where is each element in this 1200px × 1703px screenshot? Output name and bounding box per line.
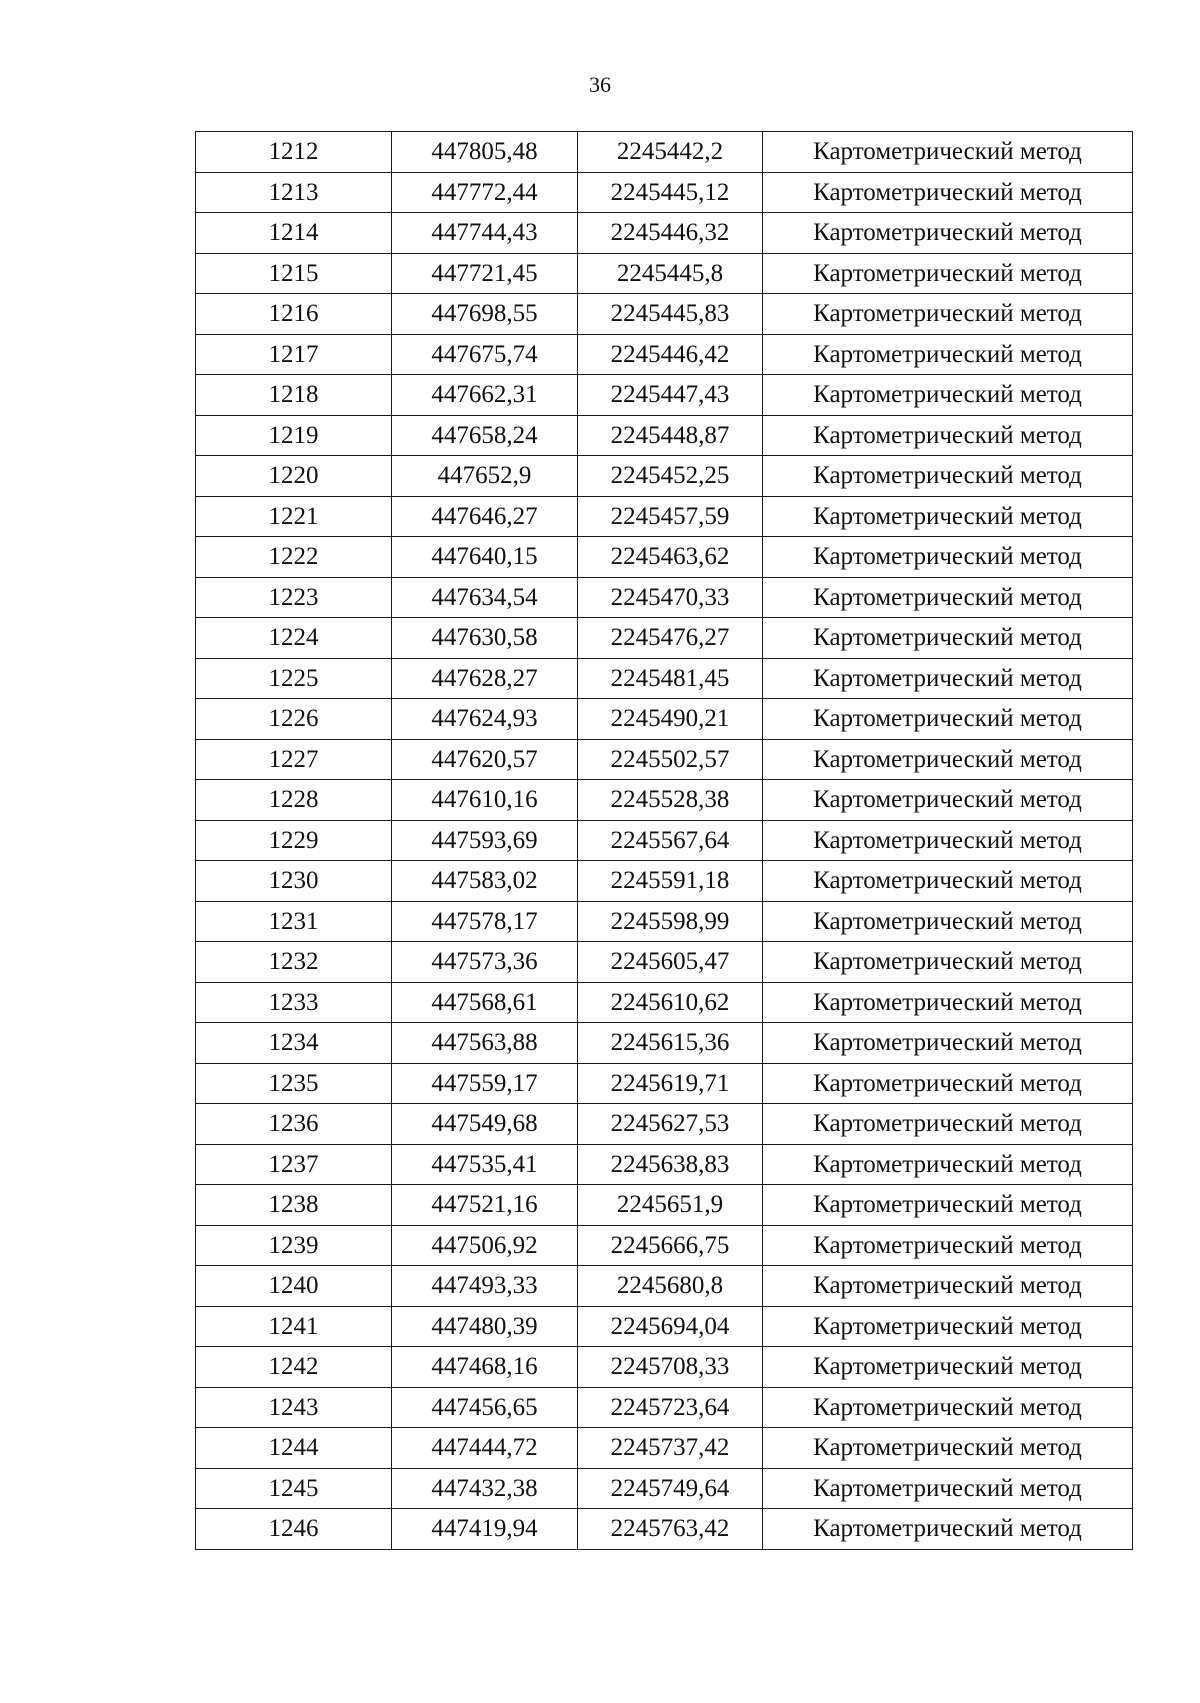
- point-number-cell: 1224: [196, 618, 392, 659]
- x-coordinate-cell: 447658,24: [392, 415, 578, 456]
- point-number-cell: 1237: [196, 1144, 392, 1185]
- method-cell: Картометрический метод: [763, 739, 1133, 780]
- point-number-cell: 1241: [196, 1306, 392, 1347]
- table-row: [196, 982, 1133, 1023]
- method-cell: Картометрический метод: [763, 294, 1133, 335]
- x-coordinate-cell: 447480,39: [392, 1306, 578, 1347]
- x-coordinate-cell: 447578,17: [392, 901, 578, 942]
- method-cell: Картометрический метод: [763, 456, 1133, 497]
- point-number-cell: 1218: [196, 375, 392, 416]
- y-coordinate-cell: 2245442,2: [578, 132, 763, 173]
- method-cell: Картометрический метод: [763, 1509, 1133, 1550]
- table-row: [196, 618, 1133, 659]
- method-cell: Картометрический метод: [763, 1266, 1133, 1307]
- y-coordinate-cell: 2245651,9: [578, 1185, 763, 1226]
- point-number-cell: 1220: [196, 456, 392, 497]
- method-cell: Картометрический метод: [763, 618, 1133, 659]
- table-row: [196, 1225, 1133, 1266]
- method-cell: Картометрический метод: [763, 213, 1133, 254]
- x-coordinate-cell: 447772,44: [392, 172, 578, 213]
- table-row: [196, 1387, 1133, 1428]
- method-cell: Картометрический метод: [763, 1468, 1133, 1509]
- y-coordinate-cell: 2245448,87: [578, 415, 763, 456]
- y-coordinate-cell: 2245470,33: [578, 577, 763, 618]
- table-row: [196, 1023, 1133, 1064]
- x-coordinate-cell: 447620,57: [392, 739, 578, 780]
- table-row: [196, 1306, 1133, 1347]
- x-coordinate-cell: 447646,27: [392, 496, 578, 537]
- method-cell: Картометрический метод: [763, 820, 1133, 861]
- x-coordinate-cell: 447559,17: [392, 1063, 578, 1104]
- x-coordinate-cell: 447805,48: [392, 132, 578, 173]
- x-coordinate-cell: 447624,93: [392, 699, 578, 740]
- table-row: [196, 132, 1133, 173]
- y-coordinate-cell: 2245666,75: [578, 1225, 763, 1266]
- table-row: [196, 375, 1133, 416]
- table-row: [196, 820, 1133, 861]
- point-number-cell: 1242: [196, 1347, 392, 1388]
- y-coordinate-cell: 2245445,83: [578, 294, 763, 335]
- y-coordinate-cell: 2245638,83: [578, 1144, 763, 1185]
- method-cell: Картометрический метод: [763, 537, 1133, 578]
- method-cell: Картометрический метод: [763, 132, 1133, 173]
- x-coordinate-cell: 447675,74: [392, 334, 578, 375]
- point-number-cell: 1214: [196, 213, 392, 254]
- point-number-cell: 1243: [196, 1387, 392, 1428]
- y-coordinate-cell: 2245680,8: [578, 1266, 763, 1307]
- x-coordinate-cell: 447640,15: [392, 537, 578, 578]
- y-coordinate-cell: 2245763,42: [578, 1509, 763, 1550]
- y-coordinate-cell: 2245463,62: [578, 537, 763, 578]
- method-cell: Картометрический метод: [763, 1225, 1133, 1266]
- y-coordinate-cell: 2245737,42: [578, 1428, 763, 1469]
- x-coordinate-cell: 447568,61: [392, 982, 578, 1023]
- method-cell: Картометрический метод: [763, 496, 1133, 537]
- table-row: [196, 496, 1133, 537]
- x-coordinate-cell: 447634,54: [392, 577, 578, 618]
- method-cell: Картометрический метод: [763, 1306, 1133, 1347]
- x-coordinate-cell: 447744,43: [392, 213, 578, 254]
- y-coordinate-cell: 2245605,47: [578, 942, 763, 983]
- method-cell: Картометрический метод: [763, 172, 1133, 213]
- y-coordinate-cell: 2245591,18: [578, 861, 763, 902]
- x-coordinate-cell: 447662,31: [392, 375, 578, 416]
- method-cell: Картометрический метод: [763, 1144, 1133, 1185]
- method-cell: Картометрический метод: [763, 780, 1133, 821]
- x-coordinate-cell: 447721,45: [392, 253, 578, 294]
- point-number-cell: 1230: [196, 861, 392, 902]
- table-row: [196, 901, 1133, 942]
- y-coordinate-cell: 2245598,99: [578, 901, 763, 942]
- point-number-cell: 1236: [196, 1104, 392, 1145]
- x-coordinate-cell: 447432,38: [392, 1468, 578, 1509]
- table-row: [196, 456, 1133, 497]
- x-coordinate-cell: 447583,02: [392, 861, 578, 902]
- table-row: [196, 942, 1133, 983]
- table-row: [196, 780, 1133, 821]
- method-cell: Картометрический метод: [763, 658, 1133, 699]
- method-cell: Картометрический метод: [763, 1387, 1133, 1428]
- method-cell: Картометрический метод: [763, 415, 1133, 456]
- x-coordinate-cell: 447630,58: [392, 618, 578, 659]
- x-coordinate-cell: 447549,68: [392, 1104, 578, 1145]
- x-coordinate-cell: 447593,69: [392, 820, 578, 861]
- method-cell: Картометрический метод: [763, 334, 1133, 375]
- y-coordinate-cell: 2245502,57: [578, 739, 763, 780]
- y-coordinate-cell: 2245457,59: [578, 496, 763, 537]
- point-number-cell: 1226: [196, 699, 392, 740]
- y-coordinate-cell: 2245708,33: [578, 1347, 763, 1388]
- y-coordinate-cell: 2245447,43: [578, 375, 763, 416]
- point-number-cell: 1212: [196, 132, 392, 173]
- method-cell: Картометрический метод: [763, 982, 1133, 1023]
- y-coordinate-cell: 2245481,45: [578, 658, 763, 699]
- point-number-cell: 1240: [196, 1266, 392, 1307]
- coordinates-table: [195, 131, 1133, 1550]
- point-number-cell: 1238: [196, 1185, 392, 1226]
- method-cell: Картометрический метод: [763, 1185, 1133, 1226]
- point-number-cell: 1235: [196, 1063, 392, 1104]
- table-row: [196, 172, 1133, 213]
- point-number-cell: 1219: [196, 415, 392, 456]
- point-number-cell: 1244: [196, 1428, 392, 1469]
- x-coordinate-cell: 447573,36: [392, 942, 578, 983]
- table-row: [196, 1104, 1133, 1145]
- table-row: [196, 861, 1133, 902]
- method-cell: Картометрический метод: [763, 1104, 1133, 1145]
- y-coordinate-cell: 2245446,32: [578, 213, 763, 254]
- y-coordinate-cell: 2245490,21: [578, 699, 763, 740]
- method-cell: Картометрический метод: [763, 253, 1133, 294]
- point-number-cell: 1217: [196, 334, 392, 375]
- x-coordinate-cell: 447506,92: [392, 1225, 578, 1266]
- x-coordinate-cell: 447419,94: [392, 1509, 578, 1550]
- table-row: [196, 1185, 1133, 1226]
- coordinates-table-body: [196, 132, 1133, 1550]
- point-number-cell: 1227: [196, 739, 392, 780]
- method-cell: Картометрический метод: [763, 1347, 1133, 1388]
- method-cell: Картометрический метод: [763, 699, 1133, 740]
- page-number: 36: [589, 72, 611, 97]
- y-coordinate-cell: 2245567,64: [578, 820, 763, 861]
- y-coordinate-cell: 2245476,27: [578, 618, 763, 659]
- x-coordinate-cell: 447652,9: [392, 456, 578, 497]
- point-number-cell: 1231: [196, 901, 392, 942]
- point-number-cell: 1229: [196, 820, 392, 861]
- y-coordinate-cell: 2245694,04: [578, 1306, 763, 1347]
- point-number-cell: 1228: [196, 780, 392, 821]
- table-row: [196, 658, 1133, 699]
- table-row: [196, 1347, 1133, 1388]
- point-number-cell: 1232: [196, 942, 392, 983]
- x-coordinate-cell: 447468,16: [392, 1347, 578, 1388]
- y-coordinate-cell: 2245619,71: [578, 1063, 763, 1104]
- point-number-cell: 1216: [196, 294, 392, 335]
- y-coordinate-cell: 2245445,8: [578, 253, 763, 294]
- point-number-cell: 1234: [196, 1023, 392, 1064]
- method-cell: Картометрический метод: [763, 1428, 1133, 1469]
- method-cell: Картометрический метод: [763, 577, 1133, 618]
- y-coordinate-cell: 2245723,64: [578, 1387, 763, 1428]
- table-row: [196, 1063, 1133, 1104]
- table-row: [196, 1428, 1133, 1469]
- point-number-cell: 1213: [196, 172, 392, 213]
- point-number-cell: 1239: [196, 1225, 392, 1266]
- x-coordinate-cell: 447493,33: [392, 1266, 578, 1307]
- method-cell: Картометрический метод: [763, 1023, 1133, 1064]
- point-number-cell: 1245: [196, 1468, 392, 1509]
- table-row: [196, 577, 1133, 618]
- table-row: [196, 1144, 1133, 1185]
- y-coordinate-cell: 2245610,62: [578, 982, 763, 1023]
- table-row: [196, 213, 1133, 254]
- table-row: [196, 739, 1133, 780]
- point-number-cell: 1246: [196, 1509, 392, 1550]
- table-row: [196, 699, 1133, 740]
- point-number-cell: 1221: [196, 496, 392, 537]
- x-coordinate-cell: 447521,16: [392, 1185, 578, 1226]
- y-coordinate-cell: 2245446,42: [578, 334, 763, 375]
- table-row: [196, 415, 1133, 456]
- method-cell: Картометрический метод: [763, 1063, 1133, 1104]
- x-coordinate-cell: 447698,55: [392, 294, 578, 335]
- y-coordinate-cell: 2245627,53: [578, 1104, 763, 1145]
- method-cell: Картометрический метод: [763, 375, 1133, 416]
- y-coordinate-cell: 2245445,12: [578, 172, 763, 213]
- x-coordinate-cell: 447628,27: [392, 658, 578, 699]
- x-coordinate-cell: 447444,72: [392, 1428, 578, 1469]
- method-cell: Картометрический метод: [763, 942, 1133, 983]
- point-number-cell: 1223: [196, 577, 392, 618]
- table-row: [196, 1266, 1133, 1307]
- point-number-cell: 1225: [196, 658, 392, 699]
- point-number-cell: 1215: [196, 253, 392, 294]
- y-coordinate-cell: 2245528,38: [578, 780, 763, 821]
- y-coordinate-cell: 2245749,64: [578, 1468, 763, 1509]
- table-row: [196, 537, 1133, 578]
- point-number-cell: 1222: [196, 537, 392, 578]
- x-coordinate-cell: 447610,16: [392, 780, 578, 821]
- y-coordinate-cell: 2245452,25: [578, 456, 763, 497]
- x-coordinate-cell: 447535,41: [392, 1144, 578, 1185]
- table-row: [196, 1468, 1133, 1509]
- x-coordinate-cell: 447456,65: [392, 1387, 578, 1428]
- y-coordinate-cell: 2245615,36: [578, 1023, 763, 1064]
- method-cell: Картометрический метод: [763, 901, 1133, 942]
- table-row: [196, 1509, 1133, 1550]
- x-coordinate-cell: 447563,88: [392, 1023, 578, 1064]
- table-row: [196, 334, 1133, 375]
- method-cell: Картометрический метод: [763, 861, 1133, 902]
- table-row: [196, 253, 1133, 294]
- point-number-cell: 1233: [196, 982, 392, 1023]
- table-row: [196, 294, 1133, 335]
